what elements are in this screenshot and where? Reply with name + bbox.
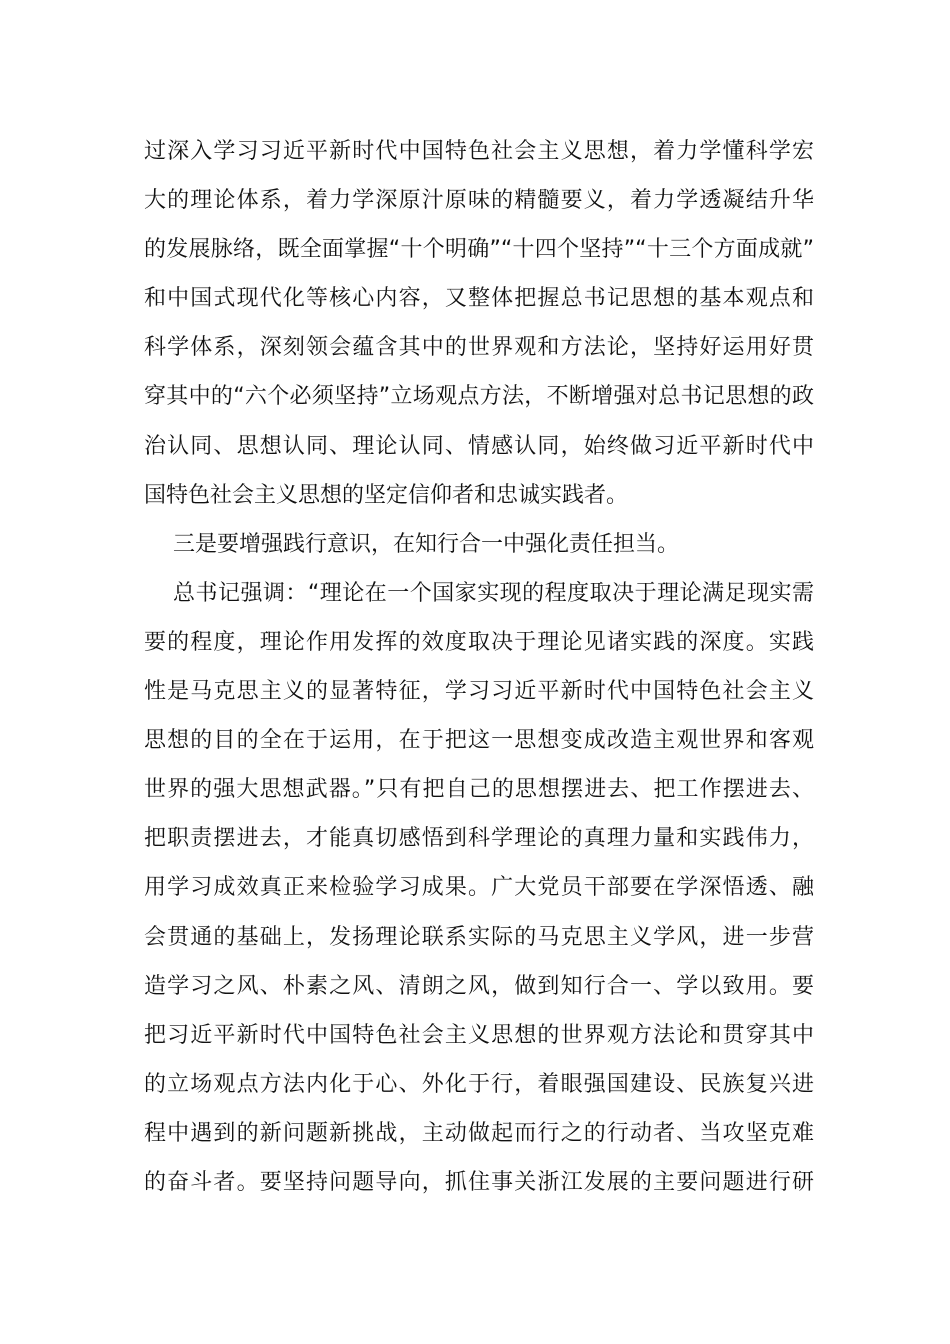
text-line: 国特色社会主义思想的坚定信仰者和忠诚实践者。	[144, 482, 629, 508]
text-line: 科学体系，深刻领会蕴含其中的世界观和方法论，坚持好运用好贯	[144, 335, 814, 361]
document-body	[144, 127, 814, 1207]
text-line: 思想的目的全在于运用，在于把这一思想变成改造主观世界和客观	[144, 728, 814, 754]
text-line: 会贯通的基础上，发扬理论联系实际的马克思主义学风，进一步营	[144, 924, 814, 950]
text-line: 大的理论体系，着力学深原汁原味的精髓要义，着力学透凝结升华	[144, 188, 814, 214]
text-line: 的立场观点方法内化于心、外化于行，着眼强国建设、民族复兴进	[144, 1071, 814, 1097]
text-line: 总书记强调：“理论在一个国家实现的程度取决于理论满足现实需	[173, 580, 814, 606]
text-line: 把习近平新时代中国特色社会主义思想的世界观方法论和贯穿其中	[144, 1022, 814, 1048]
text-line: 过深入学习习近平新时代中国特色社会主义思想，着力学懂科学宏	[144, 139, 814, 164]
text-line: 要的程度，理论作用发挥的效度取决于理论见诸实践的深度。实践	[144, 629, 814, 655]
text-line: 的奋斗者。要坚持问题导向，抓住事关浙江发展的主要问题进行研	[144, 1169, 814, 1195]
text-line: 穿其中的“六个必须坚持”立场观点方法，不断增强对总书记思想的政	[144, 384, 814, 410]
section-heading: 三是要增强践行意识，在知行合一中强化责任担当。	[173, 531, 680, 557]
text-line: 用学习成效真正来检验学习成果。广大党员干部要在学深悟透、融	[144, 875, 814, 901]
text-line: 和中国式现代化等核心内容，又整体把握总书记思想的基本观点和	[144, 286, 814, 312]
text-line: 造学习之风、朴素之风、清朗之风，做到知行合一、学以致用。要	[144, 973, 814, 999]
text-line: 程中遇到的新问题新挑战，主动做起而行之的行动者、当攻坚克难	[144, 1120, 814, 1146]
text-line: 把职责摆进去，才能真切感悟到科学理论的真理力量和实践伟力，	[144, 826, 814, 852]
text-line: 的发展脉络，既全面掌握“十个明确”“十四个坚持”“十三个方面成就”	[144, 237, 814, 263]
text-line: 治认同、思想认同、理论认同、情感认同，始终做习近平新时代中	[144, 433, 814, 459]
text-line: 性是马克思主义的显著特征，学习习近平新时代中国特色社会主义	[144, 679, 814, 705]
text-line: 世界的强大思想武器。”只有把自己的思想摆进去、把工作摆进去、	[144, 777, 814, 803]
